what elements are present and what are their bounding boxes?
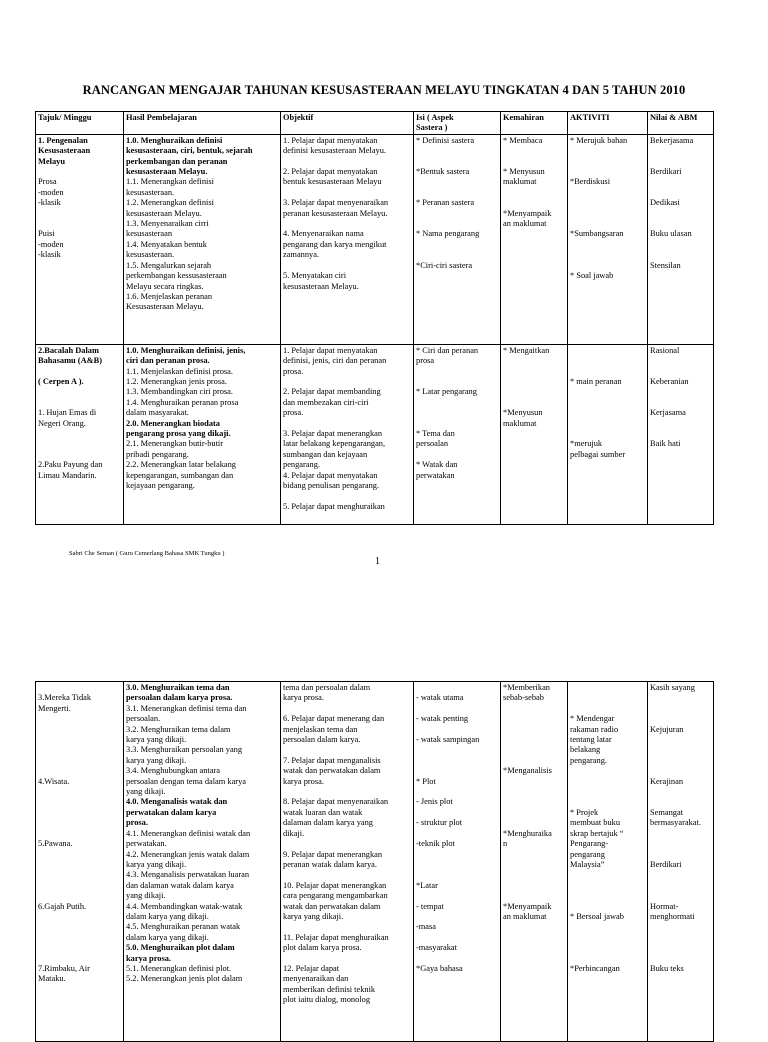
cell-tajuk [36, 344, 124, 524]
table-row [36, 134, 714, 344]
cell-kemahiran [501, 344, 568, 524]
cell-objektif [281, 344, 414, 524]
cell-nilai [648, 682, 714, 1042]
cell-text: 5.0. Menghuraikan plot dalam karya prosa. [126, 943, 235, 963]
cell-text: 2.Bacalah Dalam Bahasamu (A&B) [38, 345, 102, 366]
cell-text: 4.1. Menerangkan definisi watak dan perwatakan. 4.2. Menerangkan jenis watak dalam karya yang dikaji. 4.3. Menganalisis perwatakan luaran dan dalaman watak dalam karya yang dikaji. 4.4. Membandingkan watak-watak dalam karya yang dikaji. 4.5. Menghuraikan peranan watak dalam karya yang dikaji. [126, 828, 251, 942]
cell-text: Bekerjasama Berdikari Dedikasi Buku ulasan Stensilan [650, 135, 694, 270]
cell-text: * Membaca * Menyusun maklumat *Menyampaik an maklumat [503, 135, 552, 229]
cell-tajuk [36, 134, 124, 344]
cell-text: * Mengaitkan *Menyusun maklumat [503, 345, 550, 428]
footer-author: Sabri Che Seman ( Guru Cemerlang Bahasa SMK Tungku ) [69, 550, 225, 557]
cell-text: 5.1. Menerangkan definisi plot. 5.2. Menerangkan jenis plot dalam [126, 963, 243, 984]
cell-kemahiran [501, 682, 568, 1042]
cell-aktiviti [568, 682, 648, 1042]
cell-hasil-pembelajaran [124, 344, 281, 524]
cell-text: * Ciri dan peranan prosa * Latar pengarang * Tema dan persoalan * Watak dan perwatakan [416, 345, 479, 480]
header-tajuk-minggu: Tajuk/ Minggu [36, 112, 124, 135]
cell-text: 3.Mereka Tidak Mengerti. 4.Wisata. 5.Pawana. 6.Gajah Putih. 7.Rimbaku, Air Mataku. [38, 693, 92, 984]
cell-text: 1.0. Menghuraikan definisi kesusasteraan, ciri, bentuk, sejarah perkembangan dan peranan kesusasteraan Melayu. [126, 135, 253, 177]
cell-text: Prosa -moden -klasik [38, 177, 64, 208]
table-header-row [36, 112, 714, 135]
header-nilai-abm: Nilai & ABM [648, 112, 714, 135]
cell-text: *Memberikan sebab-sebab *Menganalisis *Menghuraika n *Menyampaik an maklumat [503, 683, 552, 921]
header-hasil-pembelajaran: Hasil Pembelajaran [124, 112, 281, 135]
cell-text: 1. Pelajar dapat menyatakan definisi kesusasteraan Melayu. 2. Pelajar dapat menyatakan bentuk kesusasteraan Melayu 3. Pelajar dapat menyenaraikan peranan kesusasteraan Melayu. 4. Menyenaraikan nama pengarang dan karya mengikut zamannya. 5. Menyatakan ciri kesusasteraan Melayu. [283, 135, 389, 291]
cell-text: - watak utama - watak penting - watak sampingan * Plot - Jenis plot - struktur plot -teknik plot *Latar - tempat -masa -masyarakat *Gaya bahasa [416, 693, 480, 973]
cell-text: 4.0. Menganalisis watak dan perwatakan dalam karya prosa. [126, 797, 228, 828]
document-title: RANCANGAN MENGAJAR TAHUNAN KESUSASTERAAN MELAYU TINGKATAN 4 DAN 5 TAHUN 2010 [82, 83, 686, 97]
lesson-plan-table-page-2 [35, 681, 714, 1042]
cell-nilai [648, 134, 714, 344]
cell-text: 1.1. Menerangkan definisi kesusasteraan. 1.2. Menerangkan definisi kesusasteraan Melayu. 1.3. Menyenaraikan cirri kesusasteraan 1.4. Menyatakan bentuk kesusasteraan. 1.5. Mengalurkan sejarah perkembangan kessusasteraan Melayu secara ringkas. 1.6. Menjelaskan peranan Kesusasteraan Melayu. [126, 177, 227, 312]
cell-isi [414, 134, 501, 344]
cell-aktiviti [568, 344, 648, 524]
cell-text: Kasih sayang Kejujuran Kerajinan Semangat bermasyarakat. Berdikari Hormat- menghormati Buku teks [650, 683, 701, 973]
cell-isi [414, 682, 501, 1042]
cell-text: Rasional Keberanian Kerjasama Baik hati [650, 345, 689, 449]
cell-text: 1. Pengenalan Kesusasteraan Melayu [38, 135, 91, 166]
page-number: 1 [375, 556, 380, 567]
header-aktiviti: AKTIVITI [568, 112, 648, 135]
cell-text: 1. Pelajar dapat menyatakan definisi, jenis, ciri dan peranan prosa. 2. Pelajar dapat membanding dan membezakan ciri-ciri prosa. 3. Pelajar dapat menerangkan latar belakang kepengarangan, sumbangan dan kejayaan pengarang. 4. Pelajar dapat menyatakan bidang penulisan pengarang. 5. Pelajar dapat menghuraikan [283, 345, 387, 511]
header-kemahiran: Kemahiran [501, 112, 568, 135]
cell-text: 3.1. Menerangkan definisi tema dan persoalan. 3.2. Menghuraikan tema dalam karya yang dikaji. 3.3. Menghuraikan persoalan yang karya yang dikaji. 3.4. Menghubungkan antara persoalan dengan tema dalam karya yang dikaji. [126, 703, 247, 797]
header-objektif: Objektif [281, 112, 414, 135]
cell-hasil-pembelajaran [124, 682, 281, 1042]
cell-hasil-pembelajaran [124, 134, 281, 344]
table-row [36, 344, 714, 524]
cell-text: 1.0. Menghuraikan definisi, jenis, ciri dan peranan prosa. [126, 345, 246, 366]
cell-tajuk [36, 682, 124, 1042]
cell-text: Puisi -moden -klasik [38, 229, 64, 260]
cell-kemahiran [501, 134, 568, 344]
cell-text: ( Cerpen A ). [38, 377, 84, 387]
cell-text: 1. Hujan Emas di Negeri Orang. 2.Paku Payung dan Limau Mandarin. [38, 408, 103, 480]
cell-text: tema dan persoalan dalam karya prosa. 6. Pelajar dapat menerang dan menjelaskan tema dan persoalan dalam karya. 7. Pelajar dapat menganalisis watak dan perwatakan dalam karya prosa. 8. Pelajar dapat menyenaraikan watak luaran dan watak dalaman dalam karya yang dikaji. 9. Pelajar dapat menerangkan peranan watak dalam karya. 10. Pelajar dapat menerangkan cara pengarang mengambarkan watak dan perwatakan dalam karya yang dikaji. 11. Pelajar dapat menghuraikan plot dalam karya prosa. 12. Pelajar dapat menyenaraikan dan memberikan definisi teknik plot iaitu dialog, monolog [283, 683, 389, 1005]
cell-text: 1.1. Menjelaskan definisi prosa. 1.2. Menerangkan jenis prosa. 1.3. Membandingkan ciri prosa. 1.4. Menghuraikan peranan prosa dalam masyarakat. [126, 366, 239, 418]
cell-text: * Merujuk bahan *Berdiskusi *Sumbangsaran * Soal jawab [570, 135, 628, 281]
cell-text: * Mendengar rakaman radio tentang latar belakang pengarang. * Projek membuat buku skrap bertajuk “ Pengarang- pengarang Malaysia” * Bersoal jawab *Perbincangan [570, 714, 624, 973]
cell-text: 2.1. Menerangkan butir-butir pribadi pengarang. 2.2. Menerangkan latar belakang kepengarangan, sumbangan dan kejayaan pengarang. [126, 439, 236, 491]
cell-isi [414, 344, 501, 524]
header-isi-aspek-sastera: Isi ( Aspek Sastera ) [414, 112, 501, 135]
cell-text: 2.0. Menerangkan biodata pengarang prosa yang dikaji. [126, 418, 231, 439]
cell-objektif [281, 134, 414, 344]
cell-text: 3.0. Menghuraikan tema dan persoalan dalam karya prosa. [126, 683, 233, 703]
table-row [36, 682, 714, 1042]
lesson-plan-table-page-1 [35, 111, 714, 525]
cell-objektif [281, 682, 414, 1042]
cell-text: * Definisi sastera *Bentuk sastera * Peranan sastera * Nama pengarang *Ciri-ciri sastera [416, 135, 480, 270]
cell-nilai [648, 344, 714, 524]
cell-aktiviti [568, 134, 648, 344]
cell-text: * main peranan *merujuk pelbagai sumber [570, 377, 626, 459]
